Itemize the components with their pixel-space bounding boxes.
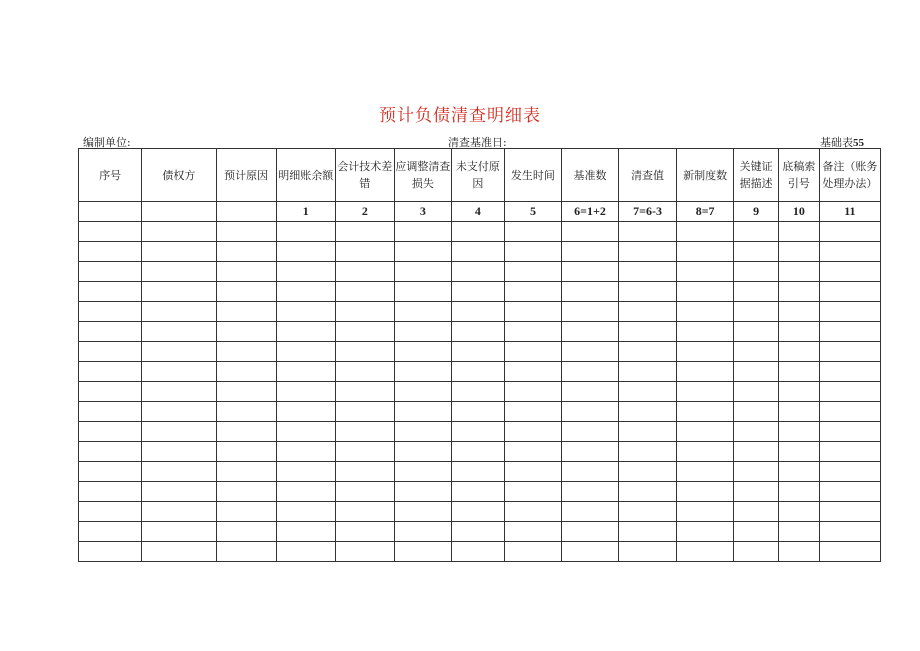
table-cell[interactable] (394, 222, 451, 242)
table-cell[interactable] (504, 242, 561, 262)
table-cell[interactable] (561, 362, 618, 382)
table-cell[interactable] (394, 242, 451, 262)
table-cell[interactable] (451, 522, 504, 542)
table-cell[interactable] (504, 342, 561, 362)
table-cell[interactable] (394, 402, 451, 422)
table-cell[interactable] (779, 242, 820, 262)
table-cell[interactable] (734, 342, 779, 362)
table-cell[interactable] (619, 502, 677, 522)
table-cell[interactable] (504, 442, 561, 462)
table-cell[interactable] (451, 342, 504, 362)
table-cell[interactable] (504, 282, 561, 302)
table-cell[interactable] (561, 422, 618, 442)
table-row (79, 242, 881, 262)
table-cell[interactable] (819, 482, 880, 502)
table-cell[interactable] (504, 362, 561, 382)
table-cell[interactable] (142, 542, 216, 562)
table-cell[interactable] (451, 322, 504, 342)
table-cell[interactable] (619, 422, 677, 442)
table-row (79, 282, 881, 302)
table-cell[interactable] (677, 342, 734, 362)
table-cell[interactable] (504, 422, 561, 442)
table-cell[interactable] (504, 502, 561, 522)
table-cell[interactable] (677, 522, 734, 542)
table-cell[interactable] (619, 242, 677, 262)
column-header: 关键证据描述 (734, 149, 779, 202)
table-cell[interactable] (819, 462, 880, 482)
table-cell[interactable] (276, 402, 335, 422)
column-header: 底稿索引号 (779, 149, 820, 202)
table-cell[interactable] (619, 542, 677, 562)
table-cell[interactable] (734, 482, 779, 502)
table-cell[interactable] (394, 362, 451, 382)
table-cell[interactable] (677, 242, 734, 262)
table-cell[interactable] (451, 222, 504, 242)
table-cell[interactable] (504, 222, 561, 242)
table-row (79, 482, 881, 502)
table-cell[interactable] (276, 262, 335, 282)
table-cell[interactable] (79, 502, 142, 522)
table-cell[interactable] (819, 242, 880, 262)
column-code (216, 202, 276, 222)
column-header: 未支付原因 (451, 149, 504, 202)
table-cell[interactable] (335, 382, 394, 402)
table-cell[interactable] (276, 462, 335, 482)
table-code-prefix: 基础表 (820, 136, 853, 149)
table-cell[interactable] (79, 542, 142, 562)
table-cell[interactable] (79, 442, 142, 462)
table-cell[interactable] (451, 502, 504, 522)
table-cell[interactable] (216, 242, 276, 262)
table-cell[interactable] (335, 262, 394, 282)
table-cell[interactable] (451, 362, 504, 382)
table-cell[interactable] (677, 282, 734, 302)
table-cell[interactable] (619, 362, 677, 382)
table-row (79, 422, 881, 442)
table-cell[interactable] (779, 282, 820, 302)
table-cell[interactable] (276, 442, 335, 462)
table-cell[interactable] (779, 542, 820, 562)
table-cell[interactable] (142, 242, 216, 262)
table-cell[interactable] (779, 442, 820, 462)
column-header: 发生时间 (504, 149, 561, 202)
table-cell[interactable] (451, 282, 504, 302)
column-code-row (79, 202, 881, 222)
table-cell[interactable] (619, 482, 677, 502)
table-cell[interactable] (216, 422, 276, 442)
table-row (79, 262, 881, 282)
table-cell[interactable] (819, 222, 880, 242)
table-cell[interactable] (335, 322, 394, 342)
table-cell[interactable] (276, 502, 335, 522)
table-cell[interactable] (276, 522, 335, 542)
table-cell[interactable] (819, 382, 880, 402)
table-cell[interactable] (561, 482, 618, 502)
table-cell[interactable] (79, 422, 142, 442)
table-cell[interactable] (335, 462, 394, 482)
table-cell[interactable] (216, 362, 276, 382)
table-cell[interactable] (819, 422, 880, 442)
table-row (79, 402, 881, 422)
table-cell[interactable] (819, 442, 880, 462)
table-cell[interactable] (394, 382, 451, 402)
table-cell[interactable] (451, 542, 504, 562)
table-cell[interactable] (451, 462, 504, 482)
table-cell[interactable] (819, 302, 880, 322)
page-title: 预计负债清查明细表 (379, 106, 541, 126)
table-cell[interactable] (394, 342, 451, 362)
table-cell[interactable] (276, 242, 335, 262)
table-cell[interactable] (779, 422, 820, 442)
table-cell[interactable] (779, 322, 820, 342)
table-cell[interactable] (619, 262, 677, 282)
table-cell[interactable] (734, 282, 779, 302)
table-cell[interactable] (779, 502, 820, 522)
table-cell[interactable] (216, 402, 276, 422)
table-cell[interactable] (619, 382, 677, 402)
table-cell[interactable] (79, 482, 142, 502)
table-cell[interactable] (734, 322, 779, 342)
table-cell[interactable] (734, 362, 779, 382)
table-cell[interactable] (335, 542, 394, 562)
table-cell[interactable] (79, 222, 142, 242)
table-cell[interactable] (142, 222, 216, 242)
column-code: 3 (394, 202, 451, 222)
table-cell[interactable] (335, 442, 394, 462)
table-cell[interactable] (779, 222, 820, 242)
table-cell[interactable] (216, 382, 276, 402)
table-cell[interactable] (734, 462, 779, 482)
table-cell[interactable] (451, 442, 504, 462)
table-cell[interactable] (734, 242, 779, 262)
table-cell[interactable] (677, 502, 734, 522)
table-cell[interactable] (79, 322, 142, 342)
table-cell[interactable] (142, 502, 216, 522)
table-cell[interactable] (779, 342, 820, 362)
table-cell[interactable] (677, 222, 734, 242)
table-row (79, 302, 881, 322)
table-cell[interactable] (504, 542, 561, 562)
table-cell[interactable] (504, 402, 561, 422)
table-cell[interactable] (819, 502, 880, 522)
table-cell[interactable] (819, 282, 880, 302)
table-row (79, 322, 881, 342)
table-cell[interactable] (276, 422, 335, 442)
table-row (79, 342, 881, 362)
table-cell[interactable] (142, 462, 216, 482)
table-cell[interactable] (79, 262, 142, 282)
table-cell[interactable] (216, 282, 276, 302)
column-code: 7=6-3 (619, 202, 677, 222)
table-cell[interactable] (276, 222, 335, 242)
table-cell[interactable] (276, 302, 335, 322)
table-cell[interactable] (276, 282, 335, 302)
table-cell[interactable] (619, 462, 677, 482)
table-cell[interactable] (79, 282, 142, 302)
table-cell[interactable] (734, 542, 779, 562)
table-cell[interactable] (335, 302, 394, 322)
table-cell[interactable] (142, 382, 216, 402)
table-cell[interactable] (451, 262, 504, 282)
table-cell[interactable] (142, 262, 216, 282)
column-code: 8=7 (677, 202, 734, 222)
table-cell[interactable] (451, 242, 504, 262)
table-cell[interactable] (677, 462, 734, 482)
table-cell[interactable] (142, 482, 216, 502)
column-header: 债权方 (142, 149, 216, 202)
table-cell[interactable] (142, 402, 216, 422)
table-cell[interactable] (779, 402, 820, 422)
table-cell[interactable] (451, 422, 504, 442)
column-header: 应调整清查损失 (394, 149, 451, 202)
table-cell[interactable] (561, 462, 618, 482)
table-cell[interactable] (504, 322, 561, 342)
table-cell[interactable] (276, 362, 335, 382)
table-cell[interactable] (677, 482, 734, 502)
table-cell[interactable] (335, 402, 394, 422)
column-code: 11 (819, 202, 880, 222)
table-cell[interactable] (216, 302, 276, 322)
table-cell[interactable] (335, 422, 394, 442)
column-header: 预计原因 (216, 149, 276, 202)
table-cell[interactable] (734, 422, 779, 442)
table-cell[interactable] (619, 342, 677, 362)
table-cell[interactable] (677, 262, 734, 282)
table-row (79, 502, 881, 522)
table-cell[interactable] (216, 482, 276, 502)
header-row (79, 149, 881, 202)
table-cell[interactable] (79, 362, 142, 382)
table-cell[interactable] (216, 502, 276, 522)
table-row (79, 382, 881, 402)
table-cell[interactable] (734, 402, 779, 422)
table-cell[interactable] (276, 542, 335, 562)
table-cell[interactable] (779, 482, 820, 502)
table-cell[interactable] (142, 302, 216, 322)
table-cell[interactable] (451, 302, 504, 322)
table-cell[interactable] (394, 442, 451, 462)
table-cell[interactable] (561, 502, 618, 522)
column-header: 清查值 (619, 149, 677, 202)
table-cell[interactable] (677, 542, 734, 562)
table-cell[interactable] (276, 342, 335, 362)
table-cell[interactable] (819, 342, 880, 362)
table-cell[interactable] (779, 302, 820, 322)
table-cell[interactable] (561, 262, 618, 282)
table-cell[interactable] (734, 262, 779, 282)
table-cell[interactable] (335, 482, 394, 502)
table-cell[interactable] (779, 362, 820, 382)
column-code (79, 202, 142, 222)
table-cell[interactable] (504, 462, 561, 482)
table-row (79, 442, 881, 462)
table-cell[interactable] (276, 482, 335, 502)
table-cell[interactable] (779, 522, 820, 542)
table-cell[interactable] (335, 222, 394, 242)
table-cell[interactable] (677, 382, 734, 402)
table-cell[interactable] (504, 382, 561, 402)
table-cell[interactable] (561, 242, 618, 262)
table-cell[interactable] (394, 542, 451, 562)
table-cell[interactable] (619, 322, 677, 342)
column-header: 明细账余额 (276, 149, 335, 202)
table-code-number: 55 (853, 137, 864, 149)
table-cell[interactable] (677, 402, 734, 422)
column-header: 新制度数 (677, 149, 734, 202)
table-cell[interactable] (619, 522, 677, 542)
table-cell[interactable] (619, 442, 677, 462)
table-cell[interactable] (561, 542, 618, 562)
table-cell[interactable] (561, 522, 618, 542)
table-cell[interactable] (276, 322, 335, 342)
column-code: 5 (504, 202, 561, 222)
date-label: 清查基准日: (448, 136, 507, 149)
table-cell[interactable] (619, 222, 677, 242)
table-cell[interactable] (504, 482, 561, 502)
table-cell[interactable] (142, 322, 216, 342)
table-cell[interactable] (734, 222, 779, 242)
table-cell[interactable] (619, 282, 677, 302)
table-cell[interactable] (819, 262, 880, 282)
column-code (142, 202, 216, 222)
table-cell[interactable] (79, 342, 142, 362)
table-row (79, 522, 881, 542)
table-cell[interactable] (779, 462, 820, 482)
table-cell[interactable] (216, 222, 276, 242)
table-cell[interactable] (79, 462, 142, 482)
table-cell[interactable] (142, 362, 216, 382)
table-cell[interactable] (504, 262, 561, 282)
table-cell[interactable] (335, 362, 394, 382)
table-cell[interactable] (394, 502, 451, 522)
table-cell[interactable] (819, 322, 880, 342)
table-cell[interactable] (734, 442, 779, 462)
detail-table (78, 148, 881, 562)
table-cell[interactable] (561, 222, 618, 242)
table-cell[interactable] (561, 342, 618, 362)
table-cell[interactable] (216, 322, 276, 342)
table-cell[interactable] (335, 342, 394, 362)
table-cell[interactable] (734, 382, 779, 402)
table-row (79, 542, 881, 562)
column-code: 4 (451, 202, 504, 222)
table-cell[interactable] (216, 542, 276, 562)
column-header: 会计技术差错 (335, 149, 394, 202)
column-header: 基准数 (561, 149, 618, 202)
table-cell[interactable] (216, 442, 276, 462)
table-cell[interactable] (561, 442, 618, 462)
table-cell[interactable] (779, 382, 820, 402)
table-row (79, 362, 881, 382)
table-cell[interactable] (394, 282, 451, 302)
table-cell[interactable] (79, 522, 142, 542)
table-cell[interactable] (335, 502, 394, 522)
table-cell[interactable] (394, 262, 451, 282)
table-cell[interactable] (79, 382, 142, 402)
column-code: 1 (276, 202, 335, 222)
table-cell[interactable] (394, 302, 451, 322)
table-cell[interactable] (677, 302, 734, 322)
table-cell[interactable] (79, 402, 142, 422)
column-code: 6=1+2 (561, 202, 618, 222)
table-cell[interactable] (677, 362, 734, 382)
table-row (79, 222, 881, 242)
table-cell[interactable] (734, 502, 779, 522)
table-cell[interactable] (276, 382, 335, 402)
table-cell[interactable] (734, 522, 779, 542)
table-cell[interactable] (677, 422, 734, 442)
table-cell[interactable] (819, 542, 880, 562)
table-cell[interactable] (142, 442, 216, 462)
table-cell[interactable] (79, 302, 142, 322)
table-cell[interactable] (561, 322, 618, 342)
column-code: 10 (779, 202, 820, 222)
table-cell[interactable] (394, 422, 451, 442)
table-cell[interactable] (677, 322, 734, 342)
table-cell[interactable] (335, 242, 394, 262)
table-cell[interactable] (561, 282, 618, 302)
table-row (79, 462, 881, 482)
table-cell[interactable] (142, 342, 216, 362)
table-cell[interactable] (79, 242, 142, 262)
table-cell[interactable] (561, 302, 618, 322)
column-code: 9 (734, 202, 779, 222)
table-cell[interactable] (451, 402, 504, 422)
table-cell[interactable] (142, 422, 216, 442)
table-cell[interactable] (561, 382, 618, 402)
table-cell[interactable] (734, 302, 779, 322)
column-header: 序号 (79, 149, 142, 202)
table-cell[interactable] (819, 522, 880, 542)
table-cell[interactable] (819, 402, 880, 422)
table-cell[interactable] (216, 522, 276, 542)
table-cell[interactable] (561, 402, 618, 422)
column-code: 2 (335, 202, 394, 222)
table-cell[interactable] (142, 522, 216, 542)
table-cell[interactable] (216, 462, 276, 482)
table-cell[interactable] (504, 522, 561, 542)
table-cell[interactable] (142, 282, 216, 302)
table-cell[interactable] (619, 402, 677, 422)
table-cell[interactable] (216, 262, 276, 282)
table-cell[interactable] (451, 482, 504, 502)
table-cell[interactable] (394, 522, 451, 542)
table-cell[interactable] (394, 482, 451, 502)
table-cell[interactable] (216, 342, 276, 362)
table-cell[interactable] (394, 462, 451, 482)
table-cell[interactable] (394, 322, 451, 342)
table-cell[interactable] (779, 262, 820, 282)
unit-label: 编制单位: (83, 136, 131, 149)
table-cell[interactable] (619, 302, 677, 322)
table-cell[interactable] (504, 302, 561, 322)
table-cell[interactable] (335, 522, 394, 542)
table-cell[interactable] (819, 362, 880, 382)
table-cell[interactable] (451, 382, 504, 402)
table-cell[interactable] (335, 282, 394, 302)
table-cell[interactable] (677, 442, 734, 462)
column-header: 备注（账务处理办法） (819, 149, 880, 202)
